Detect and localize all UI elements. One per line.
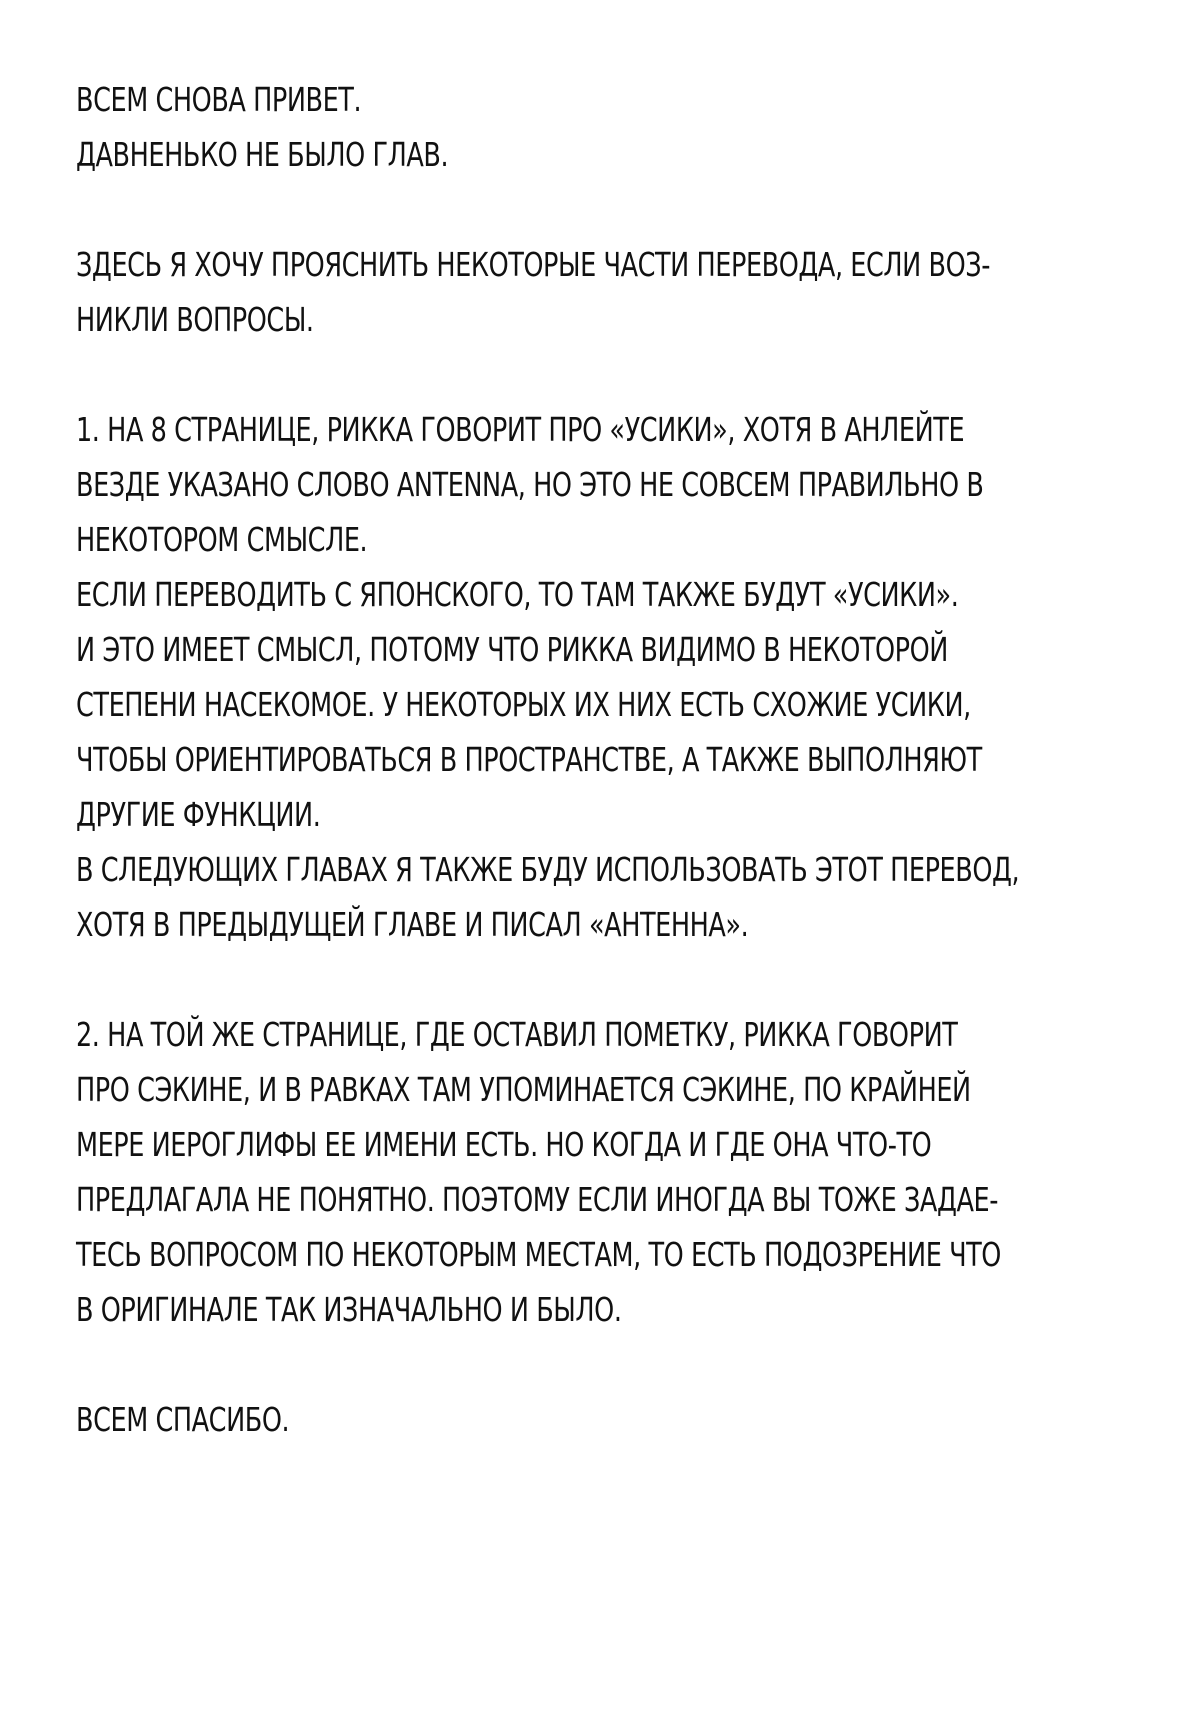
paragraph	[76, 1007, 1136, 1337]
text-line: ДРУГИЕ ФУНКЦИИ.	[76, 795, 321, 834]
text-line: НИКЛИ ВОПРОСЫ.	[76, 300, 314, 339]
text-line: 1. НА 8 СТРАНИЦЕ, РИККА ГОВОРИТ ПРО «УСИКИ», ХОТЯ В АНЛЕЙТЕ	[76, 410, 965, 449]
text-line: ДАВНЕНЬКО НЕ БЫЛО ГЛАВ.	[76, 135, 449, 174]
text-line: ПРО СЭКИНЕ, И В РАВКАХ ТАМ УПОМИНАЕТСЯ СЭКИНЕ, ПО КРАЙНЕЙ	[76, 1070, 971, 1109]
paragraph	[76, 72, 1136, 182]
paragraph-gap	[76, 952, 1136, 1007]
paragraph-gap	[76, 182, 1136, 237]
text-line: НЕКОТОРОМ СМЫСЛЕ.	[76, 520, 368, 559]
text-line: ТЕСЬ ВОПРОСОМ ПО НЕКОТОРЫМ МЕСТАМ, ТО ЕСТЬ ПОДОЗРЕНИЕ ЧТО	[76, 1235, 1001, 1274]
text-line: В СЛЕДУЮЩИХ ГЛАВАХ Я ТАКЖЕ БУДУ ИСПОЛЬЗОВАТЬ ЭТОТ ПЕРЕВОД,	[76, 850, 1020, 889]
text-line: И ЭТО ИМЕЕТ СМЫСЛ, ПОТОМУ ЧТО РИККА ВИДИМО В НЕКОТОРОЙ	[76, 630, 948, 669]
text-line: ВСЕМ СНОВА ПРИВЕТ.	[76, 80, 362, 119]
document-body	[76, 72, 1136, 1447]
text-line: 2. НА ТОЙ ЖЕ СТРАНИЦЕ, ГДЕ ОСТАВИЛ ПОМЕТКУ, РИККА ГОВОРИТ	[76, 1015, 958, 1054]
text-line: ХОТЯ В ПРЕДЫДУЩЕЙ ГЛАВЕ И ПИСАЛ «АНТЕННА».	[76, 905, 749, 944]
text-line: СТЕПЕНИ НАСЕКОМОЕ. У НЕКОТОРЫХ ИХ НИХ ЕСТЬ СХОЖИЕ УСИКИ,	[76, 685, 971, 724]
paragraph	[76, 237, 1136, 347]
paragraph-gap	[76, 347, 1136, 402]
text-line: В ОРИГИНАЛЕ ТАК ИЗНАЧАЛЬНО И БЫЛО.	[76, 1290, 622, 1329]
text-line: ЗДЕСЬ Я ХОЧУ ПРОЯСНИТЬ НЕКОТОРЫЕ ЧАСТИ ПЕРЕВОДА, ЕСЛИ ВОЗ-	[76, 245, 991, 284]
text-line: МЕРЕ ИЕРОГЛИФЫ ЕЕ ИМЕНИ ЕСТЬ. НО КОГДА И ГДЕ ОНА ЧТО-ТО	[76, 1125, 932, 1164]
text-line: ЕСЛИ ПЕРЕВОДИТЬ С ЯПОНСКОГО, ТО ТАМ ТАКЖЕ БУДУТ «УСИКИ».	[76, 575, 959, 614]
text-line: ПРЕДЛАГАЛА НЕ ПОНЯТНО. ПОЭТОМУ ЕСЛИ ИНОГДА ВЫ ТОЖЕ ЗАДАЕ-	[76, 1180, 999, 1219]
paragraph-gap	[76, 1337, 1136, 1392]
paragraph	[76, 1392, 1136, 1447]
text-line: ВСЕМ СПАСИБО.	[76, 1400, 290, 1439]
text-line: ЧТОБЫ ОРИЕНТИРОВАТЬСЯ В ПРОСТРАНСТВЕ, А ТАКЖЕ ВЫПОЛНЯЮТ	[76, 740, 982, 779]
paragraph	[76, 402, 1136, 952]
text-line: ВЕЗДЕ УКАЗАНО СЛОВО ANTENNA, НО ЭТО НЕ СОВСЕМ ПРАВИЛЬНО В	[76, 465, 984, 504]
